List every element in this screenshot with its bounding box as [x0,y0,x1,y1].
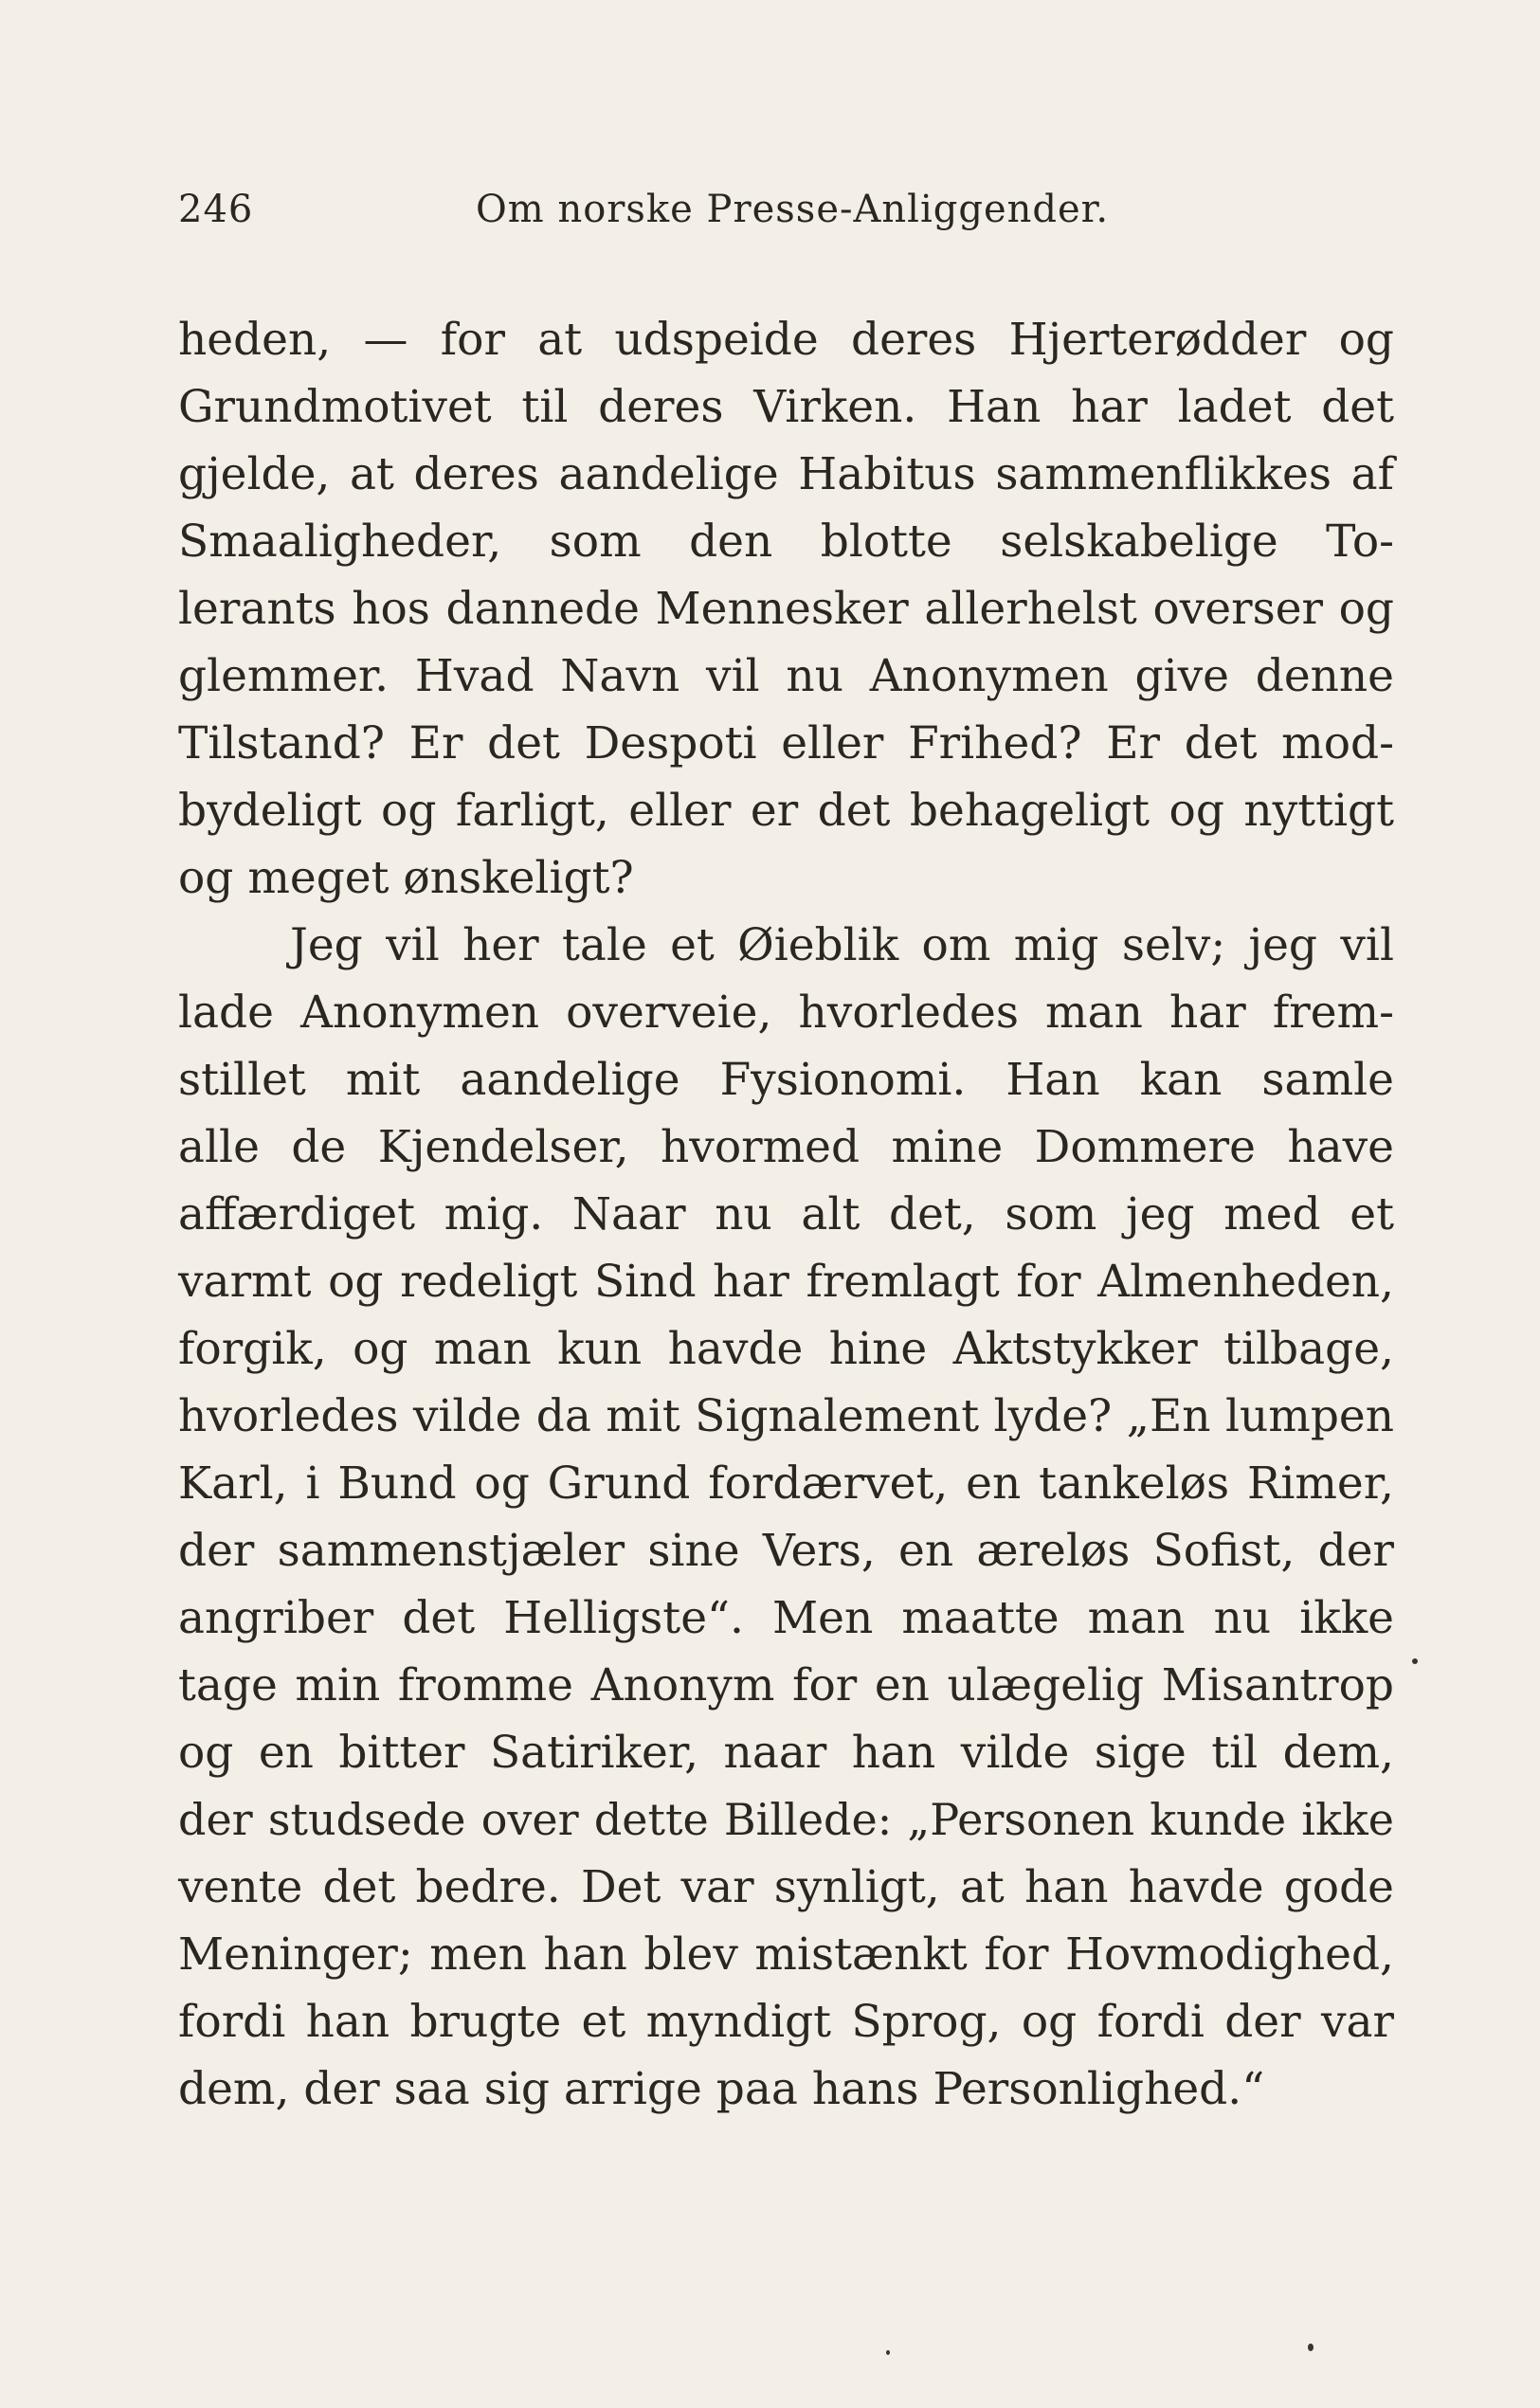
text-line: glemmer. Hvad Navn vil nu Anonymen give denne [178,650,1394,702]
text-line: lerants hos dannede Mennesker allerhelst overser og [178,583,1394,635]
text-line: affærdiget mig. Naar nu alt det, som jeg med et [178,1188,1394,1240]
text-line: hvorledes vilde da mit Signalement lyde? „En lumpen [178,1390,1394,1442]
paragraph-2 [178,912,1394,2123]
paragraph-1 [178,306,1394,912]
text-line: Smaaligheder, som den blotte selskabelige To- [178,516,1394,568]
ink-speck [1412,1658,1418,1664]
ink-speck [886,2350,890,2355]
page-header [178,188,1391,244]
text-line: tage min fromme Anonym for en ulægelig Misantrop [178,1659,1394,1711]
text-line: gjelde, at deres aandelige Habitus sammenflikkes af [178,448,1394,500]
text-line: Karl, i Bund og Grund fordærvet, en tankeløs Rimer, [178,1457,1394,1510]
text-line: dem, der saa sig arrige paa hans Personlighed.“ [178,2063,1265,2115]
text-line: varmt og redeligt Sind har fremlagt for Almenheden, [178,1256,1394,1308]
text-line: stillet mit aandelige Fysionomi. Han kan samle [178,1054,1394,1106]
text-line: Grundmotivet til deres Virken. Han har ladet det [178,381,1394,433]
running-title: Om norske Presse-Anliggender. [476,188,1110,231]
page-number: 246 [178,188,254,231]
text-line: der sammenstjæler sine Vers, en æreløs Sofist, der [178,1525,1394,1577]
text-line: og en bitter Satiriker, naar han vilde sige til dem, [178,1727,1394,1779]
ink-speck [1308,2344,1314,2351]
text-line: lade Anonymen overveie, hvorledes man har frem- [178,987,1394,1039]
text-line: Tilstand? Er det Despoti eller Frihed? Er det mod- [178,717,1394,769]
text-line: og meget ønskeligt? [178,852,634,904]
text-line: der studsede over dette Billede: „Personen kunde ikke [178,1794,1394,1845]
text-line: Jeg vil her tale et Øieblik om mig selv; jeg vil [290,919,1394,971]
text-line: Meninger; men han blev mistænkt for Hovmodighed, [178,1928,1394,1981]
text-line: alle de Kjendelser, hvormed mine Dommere have [178,1121,1394,1173]
body-text [178,306,1394,2123]
text-line: fordi han brugte et myndigt Sprog, og fordi der var [178,1996,1394,2048]
text-line: bydeligt og farligt, eller er det behageligt og nyttigt [178,785,1394,837]
text-line: forgik, og man kun havde hine Aktstykker tilbage, [178,1323,1394,1375]
text-line: vente det bedre. Det var synligt, at han havde gode [178,1861,1394,1913]
text-line: heden, — for at udspeide deres Hjerterødder og [178,314,1394,366]
text-line: angriber det Helligste“. Men maatte man nu ikke [178,1592,1394,1644]
